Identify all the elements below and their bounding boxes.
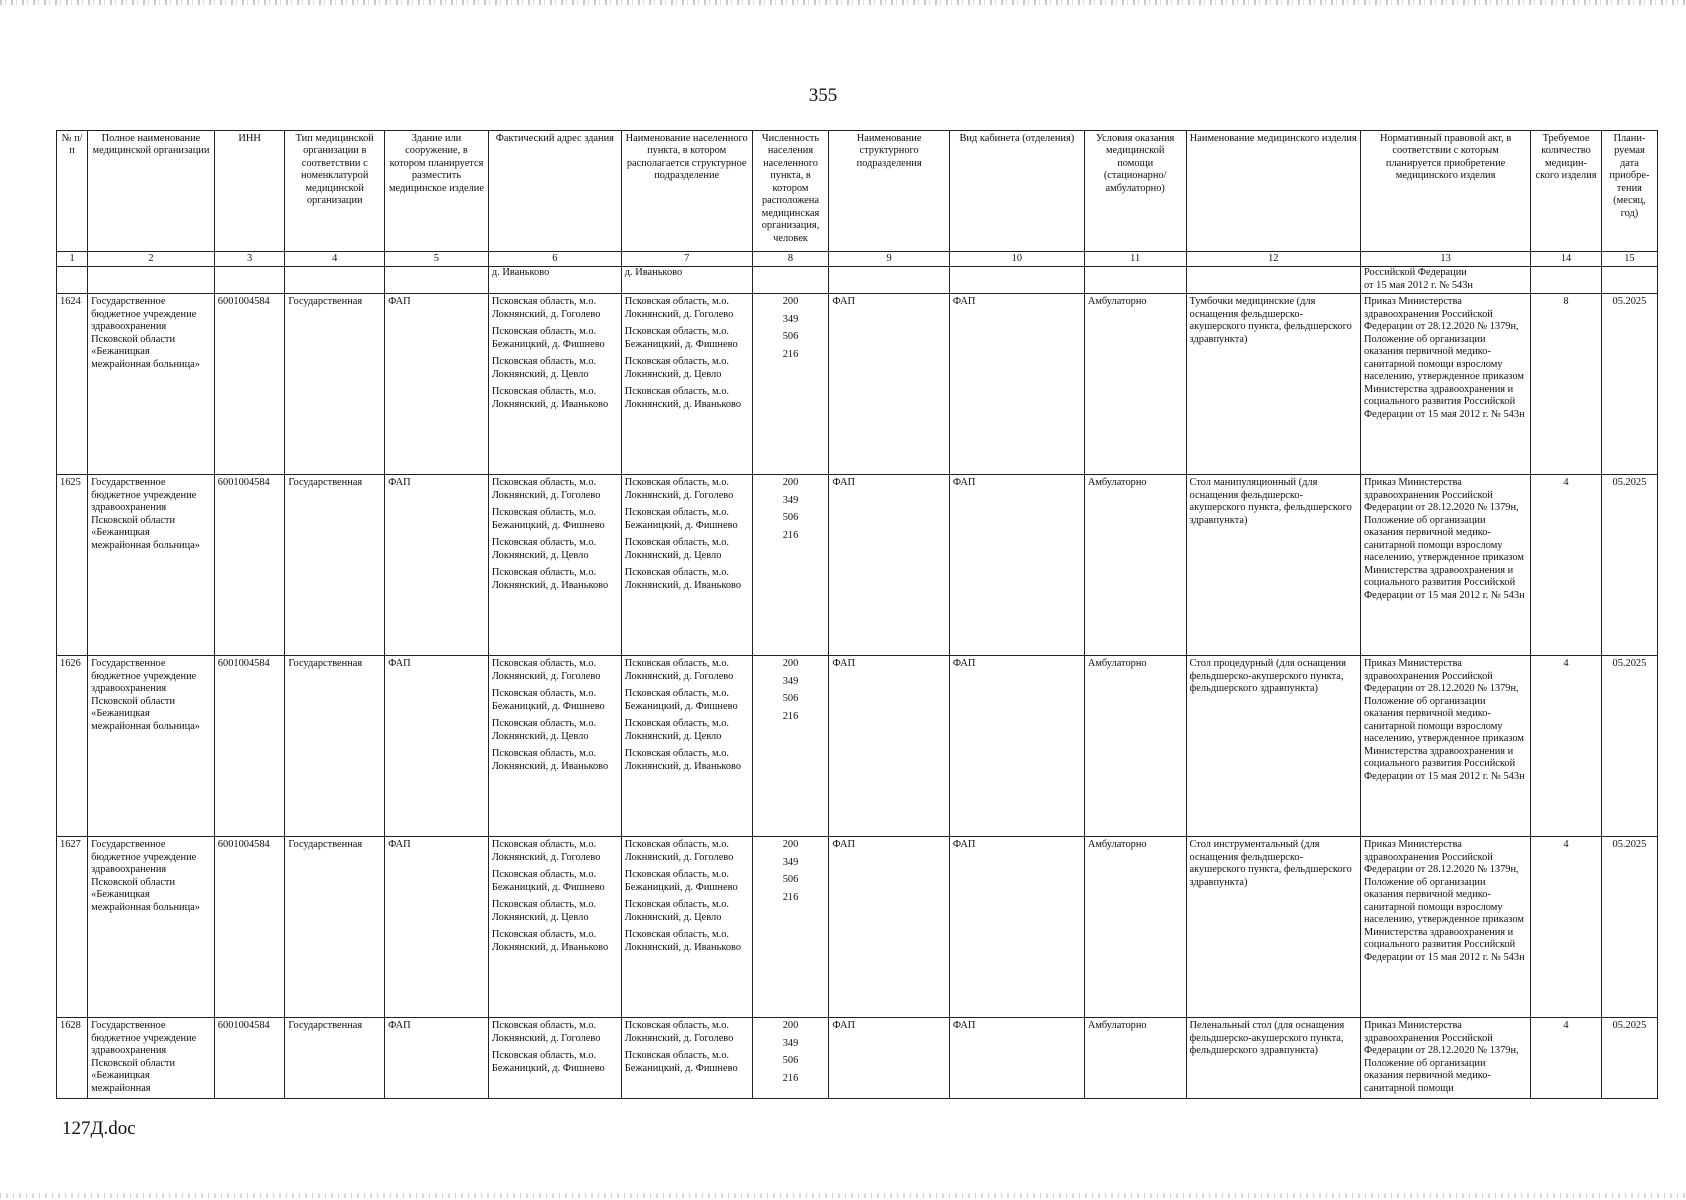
- population: [752, 475, 829, 656]
- address-entry: Псковская область, м.о. Бежаницкий, д. Фишнево: [491, 688, 605, 712]
- cabinet-type: ФАП: [949, 294, 1084, 475]
- legal-act: Приказ Министерства здравоохранения Российской Федерации от 28.12.2020 № 1379н, Положение об организации оказания первичной медико-санитарной помощи взрослому населению, утвержденное приказом Министерства здравоохранения и социального развития Российской Федерации от 15 мая 2012 г. № 543н: [1360, 656, 1530, 837]
- settlement-entry: Псковская область, м.о. Локнянский, д. Гоголево: [624, 296, 734, 320]
- column-number: 15: [1601, 252, 1657, 267]
- carryover-cell: [285, 267, 385, 294]
- quantity: 4: [1531, 656, 1602, 837]
- column-number: 11: [1084, 252, 1186, 267]
- address-entry: Псковская область, м.о. Бежаницкий, д. Фишнево: [491, 1050, 605, 1074]
- building: ФАП: [385, 1018, 489, 1099]
- population-value: 216: [782, 348, 799, 360]
- legal-act: Приказ Министерства здравоохранения Российской Федерации от 28.12.2020 № 1379н, Положение об организации оказания первичной медико-санитарной помощи взрослому населению, утвержденное приказом Министерства здравоохранения и социального развития Российской Федерации от 15 мая 2012 г. № 543н: [1360, 294, 1530, 475]
- population-value: 349: [782, 856, 799, 868]
- addresses: [488, 475, 621, 656]
- inn: 6001004584: [214, 656, 285, 837]
- carryover-cell: [1186, 267, 1360, 294]
- addresses: [488, 837, 621, 1018]
- legal-act: Приказ Министерства здравоохранения Российской Федерации от 28.12.2020 № 1379н, Положение об организации оказания первичной медико-санитарной помощи: [1360, 1018, 1530, 1099]
- org-name: Государственное бюджетное учреждение здравоохранения Псковской области «Бежаницкая межрайонная больница»: [88, 837, 215, 1018]
- population-value: 349: [782, 313, 799, 325]
- population-value: 216: [782, 529, 799, 541]
- header-cell: Наименование населенного пункта, в котором располагается структурное подразделение: [621, 131, 752, 252]
- carryover-cell: [1531, 267, 1602, 294]
- population-value: 506: [782, 1055, 799, 1067]
- structural-unit: ФАП: [829, 475, 949, 656]
- address-entry: Псковская область, м.о. Локнянский, д. Гоголево: [491, 477, 601, 501]
- carryover-settlement: [621, 267, 752, 294]
- org-type: Государственная: [285, 1018, 385, 1099]
- column-number-row: [57, 252, 1658, 267]
- header-cell: Наименование медицинского изделия: [1186, 131, 1360, 252]
- care-conditions: Амбулаторно: [1084, 294, 1186, 475]
- org-name: Государственное бюджетное учреждение здравоохранения Псковской области «Бежаницкая межрайонная больница»: [88, 294, 215, 475]
- org-type: Государственная: [285, 475, 385, 656]
- care-conditions: Амбулаторно: [1084, 656, 1186, 837]
- population-value: 349: [782, 675, 799, 687]
- building: ФАП: [385, 475, 489, 656]
- population-value: 506: [782, 693, 799, 705]
- quantity: 4: [1531, 1018, 1602, 1099]
- carryover-address: [488, 267, 621, 294]
- settlements: [621, 656, 752, 837]
- carryover-cell: [214, 267, 285, 294]
- column-number: 10: [949, 252, 1084, 267]
- cabinet-type: ФАП: [949, 475, 1084, 656]
- table-row: [57, 837, 1658, 1018]
- row-number: 1625: [57, 475, 88, 656]
- carryover-cell: [949, 267, 1084, 294]
- population-value: 216: [782, 710, 799, 722]
- carryover-cell: [752, 267, 829, 294]
- population: [752, 294, 829, 475]
- carryover-cell: [1601, 267, 1657, 294]
- settlement-entry: Псковская область, м.о. Локнянский, д. Гоголево: [624, 839, 734, 863]
- population-value: 200: [782, 1020, 799, 1032]
- column-number: 8: [752, 252, 829, 267]
- population-value: 506: [782, 512, 799, 524]
- settlement-entry: Псковская область, м.о. Локнянский, д. Иваньково: [624, 567, 742, 591]
- carryover-cell: [57, 267, 88, 294]
- header-cell: Тип медицинской организации в соответствии с номенклатурой медицинской организации: [285, 131, 385, 252]
- footer-filename: 127Д.doc: [62, 1118, 136, 1139]
- header-cell: Вид кабинета (отделения): [949, 131, 1084, 252]
- column-number: 1: [57, 252, 88, 267]
- header-cell: Условия оказания медицинской помощи (стационарно/ амбулаторно): [1084, 131, 1186, 252]
- settlement-entry: Псковская область, м.о. Локнянский, д. Цевло: [624, 356, 730, 380]
- org-name: Государственное бюджетное учреждение здравоохранения Псковской области «Бежаницкая межрайонная: [88, 1018, 215, 1099]
- column-number: 12: [1186, 252, 1360, 267]
- population-value: 200: [782, 839, 799, 851]
- purchase-date: 05.2025: [1601, 294, 1657, 475]
- scan-edge-bottom: [0, 1193, 1686, 1198]
- address-entry: Псковская область, м.о. Локнянский, д. Цевло: [491, 356, 597, 380]
- settlement-entry: Псковская область, м.о. Бежаницкий, д. Фишнево: [624, 507, 738, 531]
- header-cell: Требуемое количество медицин-ского изделия: [1531, 131, 1602, 252]
- address-entry: Псковская область, м.о. Локнянский, д. Иваньково: [491, 929, 609, 953]
- header-cell: Полное наименование медицинской организации: [88, 131, 215, 252]
- address-entry: Псковская область, м.о. Бежаницкий, д. Фишнево: [491, 326, 605, 350]
- header-cell: Численность населения населенного пункта, в котором расположена медицинская организация, человек: [752, 131, 829, 252]
- addresses: [488, 294, 621, 475]
- population-value: 200: [782, 477, 799, 489]
- settlement-entry: Псковская область, м.о. Локнянский, д. Цевло: [624, 718, 730, 742]
- settlement-entry: Псковская область, м.о. Локнянский, д. Иваньково: [624, 929, 742, 953]
- header-cell: Нормативный правовой акт, в соответствии с которым планируется приобретение медицинского изделия: [1360, 131, 1530, 252]
- inn: 6001004584: [214, 294, 285, 475]
- column-number: 5: [385, 252, 489, 267]
- settlements: [621, 837, 752, 1018]
- cabinet-type: ФАП: [949, 1018, 1084, 1099]
- device-name: Стол процедурный (для оснащения фельдшерско-акушерского пункта, фельдшерского здравпункта): [1186, 656, 1360, 837]
- device-name: Стол инструментальный (для оснащения фельдшерско-акушерского пункта, фельдшерского здравпункта): [1186, 837, 1360, 1018]
- scan-edge-top: [0, 0, 1686, 5]
- addresses: [488, 1018, 621, 1099]
- address-entry: Псковская область, м.о. Локнянский, д. Цевло: [491, 899, 597, 923]
- equipment-table: [56, 130, 1658, 1099]
- settlements: [621, 475, 752, 656]
- address-entry: Псковская область, м.о. Локнянский, д. Гоголево: [491, 839, 601, 863]
- row-number: 1626: [57, 656, 88, 837]
- org-type: Государственная: [285, 837, 385, 1018]
- row-number: 1627: [57, 837, 88, 1018]
- settlements: [621, 294, 752, 475]
- column-number: 6: [488, 252, 621, 267]
- table-row: [57, 475, 1658, 656]
- carryover-cell: [385, 267, 489, 294]
- carryover-row: [57, 267, 1658, 294]
- quantity: 4: [1531, 475, 1602, 656]
- header-cell: Здание или сооружение, в котором планируется разместить медицинское изделие: [385, 131, 489, 252]
- building: ФАП: [385, 837, 489, 1018]
- structural-unit: ФАП: [829, 1018, 949, 1099]
- population: [752, 656, 829, 837]
- population: [752, 837, 829, 1018]
- settlement-entry: Псковская область, м.о. Локнянский, д. Гоголево: [624, 1020, 734, 1044]
- org-type: Государственная: [285, 294, 385, 475]
- address-entry: Псковская область, м.о. Локнянский, д. Гоголево: [491, 1020, 601, 1044]
- inn: 6001004584: [214, 1018, 285, 1099]
- addresses: [488, 656, 621, 837]
- org-type: Государственная: [285, 656, 385, 837]
- org-name: Государственное бюджетное учреждение здравоохранения Псковской области «Бежаницкая межрайонная больница»: [88, 475, 215, 656]
- structural-unit: ФАП: [829, 656, 949, 837]
- legal-act: Приказ Министерства здравоохранения Российской Федерации от 28.12.2020 № 1379н, Положение об организации оказания первичной медико-санитарной помощи взрослому населению, утвержденное приказом Министерства здравоохранения и социального развития Российской Федерации от 15 мая 2012 г. № 543н: [1360, 837, 1530, 1018]
- address-entry: Псковская область, м.о. Локнянский, д. Гоголево: [491, 658, 601, 682]
- column-number: 3: [214, 252, 285, 267]
- population-value: 216: [782, 891, 799, 903]
- settlement-entry: Псковская область, м.о. Локнянский, д. Цевло: [624, 537, 730, 561]
- header-cell: ИНН: [214, 131, 285, 252]
- settlement-entry: Псковская область, м.о. Бежаницкий, д. Фишнево: [624, 869, 738, 893]
- population-value: 349: [782, 494, 799, 506]
- column-number: 2: [88, 252, 215, 267]
- page-number: 355: [808, 85, 838, 106]
- device-name: Стол манипуляционный (для оснащения фельдшерско-акушерского пункта, фельдшерского здравпункта): [1186, 475, 1360, 656]
- header-cell: Фактический адрес здания: [488, 131, 621, 252]
- population: [752, 1018, 829, 1099]
- cabinet-type: ФАП: [949, 837, 1084, 1018]
- column-number: 9: [829, 252, 949, 267]
- address-entry: Псковская область, м.о. Локнянский, д. Цевло: [491, 718, 597, 742]
- org-name: Государственное бюджетное учреждение здравоохранения Псковской области «Бежаницкая межрайонная больница»: [88, 656, 215, 837]
- address-entry: Псковская область, м.о. Бежаницкий, д. Фишнево: [491, 507, 605, 531]
- care-conditions: Амбулаторно: [1084, 1018, 1186, 1099]
- settlements: [621, 1018, 752, 1099]
- population-value: 349: [782, 1037, 799, 1049]
- carryover-act-line: от 15 мая 2012 г. № 543н: [1363, 279, 1473, 291]
- carryover-cell: [1084, 267, 1186, 294]
- purchase-date: 05.2025: [1601, 837, 1657, 1018]
- header-cell: Наименование структурного подразделения: [829, 131, 949, 252]
- settlement-entry: Псковская область, м.о. Бежаницкий, д. Фишнево: [624, 326, 738, 350]
- address-entry: Псковская область, м.о. Локнянский, д. Гоголево: [491, 296, 601, 320]
- population-value: 200: [782, 658, 799, 670]
- address-entry: Псковская область, м.о. Локнянский, д. Иваньково: [491, 748, 609, 772]
- carryover-act-line: Российской Федерации: [1363, 267, 1467, 279]
- settlement-entry: Псковская область, м.о. Локнянский, д. Иваньково: [624, 748, 742, 772]
- purchase-date: 05.2025: [1601, 656, 1657, 837]
- device-name: Пеленальный стол (для оснащения фельдшерско-акушерского пункта, фельдшерского здравпункта): [1186, 1018, 1360, 1099]
- legal-act: Приказ Министерства здравоохранения Российской Федерации от 28.12.2020 № 1379н, Положение об организации оказания первичной медико-санитарной помощи взрослому населению, утвержденное приказом Министерства здравоохранения и социального развития Российской Федерации от 15 мая 2012 г. № 543н: [1360, 475, 1530, 656]
- purchase-date: 05.2025: [1601, 1018, 1657, 1099]
- population-value: 216: [782, 1072, 799, 1084]
- carryover-cell: [829, 267, 949, 294]
- cabinet-type: ФАП: [949, 656, 1084, 837]
- carryover-act: [1360, 267, 1530, 294]
- settlement-entry: Псковская область, м.о. Локнянский, д. Гоголево: [624, 658, 734, 682]
- structural-unit: ФАП: [829, 294, 949, 475]
- header-cell: Плани-руемая дата приобре-тения (месяц, год): [1601, 131, 1657, 252]
- column-number: 7: [621, 252, 752, 267]
- row-number: 1624: [57, 294, 88, 475]
- address-entry: Псковская область, м.о. Локнянский, д. Иваньково: [491, 386, 609, 410]
- carryover-address-text: д. Иваньково: [491, 267, 550, 279]
- column-number: 4: [285, 252, 385, 267]
- device-name: Тумбочки медицинские (для оснащения фельдшерско-акушерского пункта, фельдшерского здравпункта): [1186, 294, 1360, 475]
- carryover-cell: [88, 267, 215, 294]
- settlement-entry: Псковская область, м.о. Бежаницкий, д. Фишнево: [624, 688, 738, 712]
- settlement-entry: Псковская область, м.о. Локнянский, д. Гоголево: [624, 477, 734, 501]
- inn: 6001004584: [214, 475, 285, 656]
- purchase-date: 05.2025: [1601, 475, 1657, 656]
- population-value: 200: [782, 296, 799, 308]
- structural-unit: ФАП: [829, 837, 949, 1018]
- header-cell: № п/п: [57, 131, 88, 252]
- column-number: 13: [1360, 252, 1530, 267]
- address-entry: Псковская область, м.о. Локнянский, д. Цевло: [491, 537, 597, 561]
- table-row: [57, 1018, 1658, 1099]
- care-conditions: Амбулаторно: [1084, 837, 1186, 1018]
- address-entry: Псковская область, м.о. Локнянский, д. Иваньково: [491, 567, 609, 591]
- population-value: 506: [782, 331, 799, 343]
- table-row: [57, 294, 1658, 475]
- care-conditions: Амбулаторно: [1084, 475, 1186, 656]
- column-number: 14: [1531, 252, 1602, 267]
- quantity: 8: [1531, 294, 1602, 475]
- settlement-entry: Псковская область, м.о. Локнянский, д. Цевло: [624, 899, 730, 923]
- address-entry: Псковская область, м.о. Бежаницкий, д. Фишнево: [491, 869, 605, 893]
- inn: 6001004584: [214, 837, 285, 1018]
- row-number: 1628: [57, 1018, 88, 1099]
- building: ФАП: [385, 656, 489, 837]
- table-row: [57, 656, 1658, 837]
- quantity: 4: [1531, 837, 1602, 1018]
- header-row: [57, 131, 1658, 252]
- population-value: 506: [782, 874, 799, 886]
- settlement-entry: Псковская область, м.о. Локнянский, д. Иваньково: [624, 386, 742, 410]
- settlement-entry: Псковская область, м.о. Бежаницкий, д. Фишнево: [624, 1050, 738, 1074]
- carryover-settlement-text: д. Иваньково: [624, 267, 683, 279]
- building: ФАП: [385, 294, 489, 475]
